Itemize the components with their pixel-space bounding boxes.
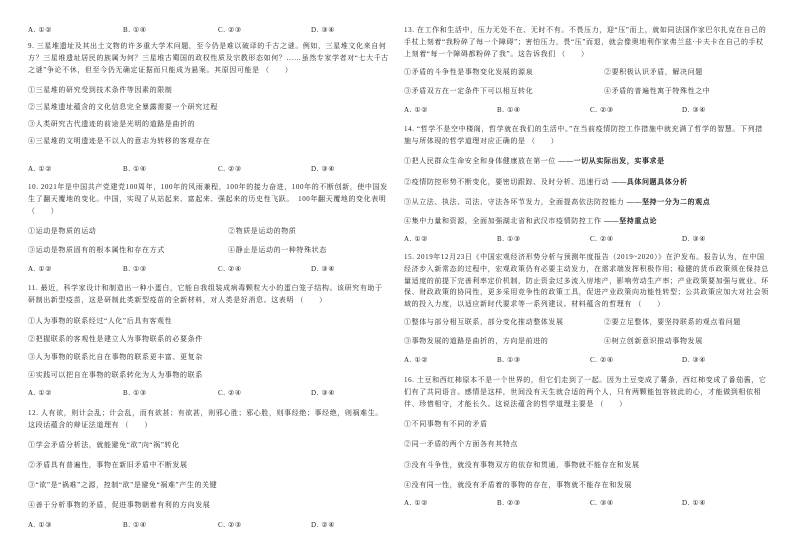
question-9-choices: [28, 164, 390, 176]
option-principle: ——具体问题具体分析: [611, 178, 688, 186]
choice-d: D. ③④: [311, 265, 336, 273]
question-12-option-2: ②矛盾具有普遍性，事物在新旧矛盾中不断发展: [28, 461, 188, 469]
question-9-option-1: ①三星堆的研究受到技术条件等因素的限制: [28, 86, 173, 94]
question-10-option-3: ③运动是物质固有的根本属性和存在方式: [28, 246, 165, 254]
question-15-options-row-2: [404, 336, 770, 348]
choice-c: C. ②④: [590, 356, 614, 364]
choice-b: B. ①④: [123, 165, 147, 173]
choice-d: D. ③④: [682, 106, 707, 114]
question-11-option-3: ③人为事物的联系比自在事物的联系更丰富、更复杂: [28, 353, 203, 361]
question-9-stem: 9. 三星堆遗址及其出土文物的许多重大学术问题，至今仍是难以破译的千古之谜。例如，三星堆文化来自何方？三星堆遗址居民的族属为何？三星堆古蜀国的政权性质及宗教形态如何？……虽然专家学者对“七大千古之谜”争论不休，但至今仍无确定证据而只能成为悬案。其原因可能是 （ ）: [28, 42, 389, 74]
question-12-option-4: ④善于分析事物的矛盾，促进事物朝着有利的方向发展: [28, 501, 211, 509]
option-principle: ——坚持重点论: [603, 217, 658, 225]
choice-c: C. ③④: [590, 499, 614, 507]
choice-c: C. ②③: [218, 165, 242, 173]
question-15-stem: 15. 2019年12月23日《中国宏观经济形势分析与预测年度报告（2019~2020）》在沪发布。报告认为，在中国经济步入新常态的过程中，宏观政策仍有必要主动发力，在需求端发挥积极作用；稳健的货币政策须在保持总量适度的前提下完善利率定价机制，防止资金过多流入房地产，影响劳动生产率；产业政策要加强与就业、环保、财政政策的协同性，更多采用竞争性的政策工具，促进产业政策向功能性转型；公共政策应加大对社会领域的投入力度，以适应新时代要求等一系列建议。材料蕴含的哲理有 （ ）: [404, 253, 769, 309]
choice-c: C. ②③: [218, 521, 242, 529]
question-12-stem: 12. 人有欲，则计会乱；计会乱，而有欲甚；有欲甚，则邪心胜；邪心胜，则事经绝；事经绝，则祸难生。这段话蕴含的辩证法道理有 （ ）: [28, 409, 383, 429]
question-15-choices: [404, 355, 770, 367]
question-16-option-1: ①不同事物有不同的矛盾: [404, 420, 488, 428]
option-text: ②疫情防控形势不断变化，要密切跟踪、及时分析、迅速行动: [404, 178, 612, 186]
question-13-options-row-2: [404, 86, 770, 98]
choice-b: B. ①④: [123, 26, 147, 34]
question-16-stem: 16. 土豆和西红柿原本不是一个世界的，但它们走到了一起。因为土豆变成了薯条，西红柿变成了番茄酱，它们有了共同语言。感情是这样，世间没有天生就合适的两个人，只有两颗能包容彼此的心，才能做到相依相伴、珍惜相守，才能长久。这说法蕴含的哲学道理主要是 （ ）: [404, 376, 767, 408]
question-14-option-1: [404, 156, 770, 168]
left-column: [28, 0, 390, 560]
question-10-option-4: ④静止是运动的一种特殊状态: [228, 246, 327, 254]
right-column: [404, 0, 770, 560]
question-13-option-4: ④矛盾的普遍性寓于特殊性之中: [604, 87, 711, 95]
choice-a: A. ①②: [28, 389, 53, 397]
question-11-option-1: ①人为事物的联系经过“人化”后具有客观性: [28, 317, 173, 325]
question-10-option-2: ②物质是运动的物质: [228, 227, 297, 235]
question-10-stem: 10. 2021年是中国共产党建党100周年，100年的风雨兼程，100年的接力奋进，100年的不断创新，使中国发生了翻天覆地的变化。中国，实现了从站起来、富起来、强起来的历史性飞跃。 100年翻天覆地的变化表明 （ ）: [28, 183, 388, 215]
question-16-option-3: ③没有斗争性，就没有事物双方的依存和贯通，事物就不能存在和发展: [404, 461, 640, 469]
question-16-choices: [404, 498, 770, 510]
question-14-choices: [404, 234, 770, 246]
question-16-option-2: ②同一矛盾的两个方面各有其特点: [404, 440, 518, 448]
question-15-option-3: ③事物发展的道路是曲折的，方向是前进的: [404, 337, 549, 345]
question-14-stem: 14. “哲学不是空中楼阁，哲学就在我们的生活中。”在当前疫情防控工作措施中就充满了哲学的智慧。下列措施与所体现的哲学道理对应正确的是 （ ）: [404, 125, 763, 145]
question-12-option-1: ①学会矛盾分析法，就能避免“欲”向“祸”转化: [28, 441, 180, 449]
choice-c: C. ②③: [218, 26, 242, 34]
choice-c: C. ②④: [218, 265, 242, 273]
choice-b: B. ①③: [497, 235, 521, 243]
option-text: ③从立法、执法、司法、守法各环节发力，全面提高依法防控能力: [404, 198, 627, 206]
choice-a: A. ①②: [404, 235, 429, 243]
question-15-option-2: ②要立足整体，要坚持联系的观点看问题: [604, 318, 741, 326]
choice-a: A. ①②: [404, 356, 429, 364]
choice-a: A. ①②: [404, 499, 429, 507]
choice-a: A. ①②: [404, 106, 429, 114]
choice-d: D. ①④: [682, 499, 707, 507]
option-principle: ——一切从实际出发，实事求是: [558, 157, 665, 165]
choice-a: A. ①②: [28, 165, 53, 173]
option-principle: ——坚持一分为二的观点: [626, 198, 711, 206]
choice-d: D. ②④: [311, 521, 336, 529]
question-12-choices: [28, 520, 390, 532]
question-9-option-2: ②三星堆遗址蕴含的文化信息完全暴露需要一个研究过程: [28, 103, 218, 111]
option-text: ④集中力量和资源，全面加强湖北省和武汉市疫情防控工作: [404, 217, 604, 225]
question-10-choices: [28, 264, 390, 276]
question-10-options-row-2: [28, 245, 390, 257]
question-12-option-3: ③“欲”是“祸难”之源，控制“欲”是避免“祸难”产生的关键: [28, 481, 218, 489]
question-13-option-1: ①矛盾的斗争性是事物变化发展的源泉: [404, 68, 534, 76]
question-13-option-3: ③矛盾双方在一定条件下可以相互转化: [404, 87, 534, 95]
question-15-options-row-1: [404, 317, 770, 329]
choice-b: B. ①③: [497, 356, 521, 364]
question-14-option-3: [404, 197, 770, 209]
question-13-stem: 13. 在工作和生活中，压力无处不在、无时不有。不畏压力，迎“压”而上，就如同法国作家巴尔扎克在自己的手杖上刻着“我粉碎了每一个障碍”；害怕压力，畏“压”而退，就会像奥地利作家弗兰兹·卡夫卡在自己的手杖上刻着“每一个障碍都粉碎了我”。这告诉我们 （ ）: [404, 26, 767, 58]
question-11-choices: [28, 388, 390, 400]
question-13-option-2: ②要积极认识矛盾，解决问题: [604, 68, 703, 76]
choice-c: C. ②④: [218, 389, 242, 397]
choice-b: B. ①③: [123, 265, 147, 273]
choice-d: D. ③④: [311, 389, 336, 397]
question-13-options-row-1: [404, 67, 770, 79]
choice-c: C. ②④: [590, 235, 614, 243]
choice-a: A. ①③: [28, 521, 53, 529]
choice-a: A. ①②: [28, 265, 53, 273]
question-14-option-4: [404, 216, 770, 228]
choice-c: C. ②③: [590, 106, 614, 114]
choice-b: B. ②③: [497, 499, 521, 507]
question-9-option-3: ③人类研究古代遗迹的前途是光明的道路是曲折的: [28, 120, 196, 128]
question-14-option-2: [404, 177, 770, 189]
question-15-option-4: ④树立创新意识推动事物发展: [604, 337, 703, 345]
option-text: ①把人民群众生命安全和身体健康放在第一位: [404, 157, 559, 165]
question-9-option-4: ④三星堆的文明遗迹是不以人的意志为转移的客观存在: [28, 137, 211, 145]
question-10-option-1: ①运动是物质的运动: [28, 227, 97, 235]
question-13-choices: [404, 105, 770, 117]
question-11-stem: 11. 最近，科学家设计和制造出一种小蛋白，它能自我组装成病毒颗粒大小的蛋白笼子结构。该研究有助于研制出新型疫苗，这是研制此类新型疫苗的全新材料，对人类是好消息。这表明 （ ）: [28, 284, 383, 304]
question-11-option-2: ②把握联系的客观性是建立人为事物联系的必要条件: [28, 335, 203, 343]
question-15-option-1: ①整体与部分相互联系，部分变化推动整体发展: [404, 318, 564, 326]
choice-d: D. ③④: [682, 356, 707, 364]
choice-b: B. ①④: [123, 521, 147, 529]
question-11-option-4: ④实践可以把自在事物的联系转化为人为事物的联系: [28, 371, 203, 379]
question-16-option-4: ④没有同一性，就没有矛盾着的事物的存在，事物就不能存在和发展: [404, 481, 632, 489]
choice-d: D. ③④: [311, 165, 336, 173]
choice-d: D. ③④: [682, 235, 707, 243]
question-8-choices: [28, 25, 390, 37]
question-10-options-row-1: [28, 226, 390, 238]
choice-d: D. ③④: [311, 26, 336, 34]
choice-b: B. ①④: [497, 106, 521, 114]
choice-a: A. ①②: [28, 26, 53, 34]
choice-b: B. ①③: [123, 389, 147, 397]
